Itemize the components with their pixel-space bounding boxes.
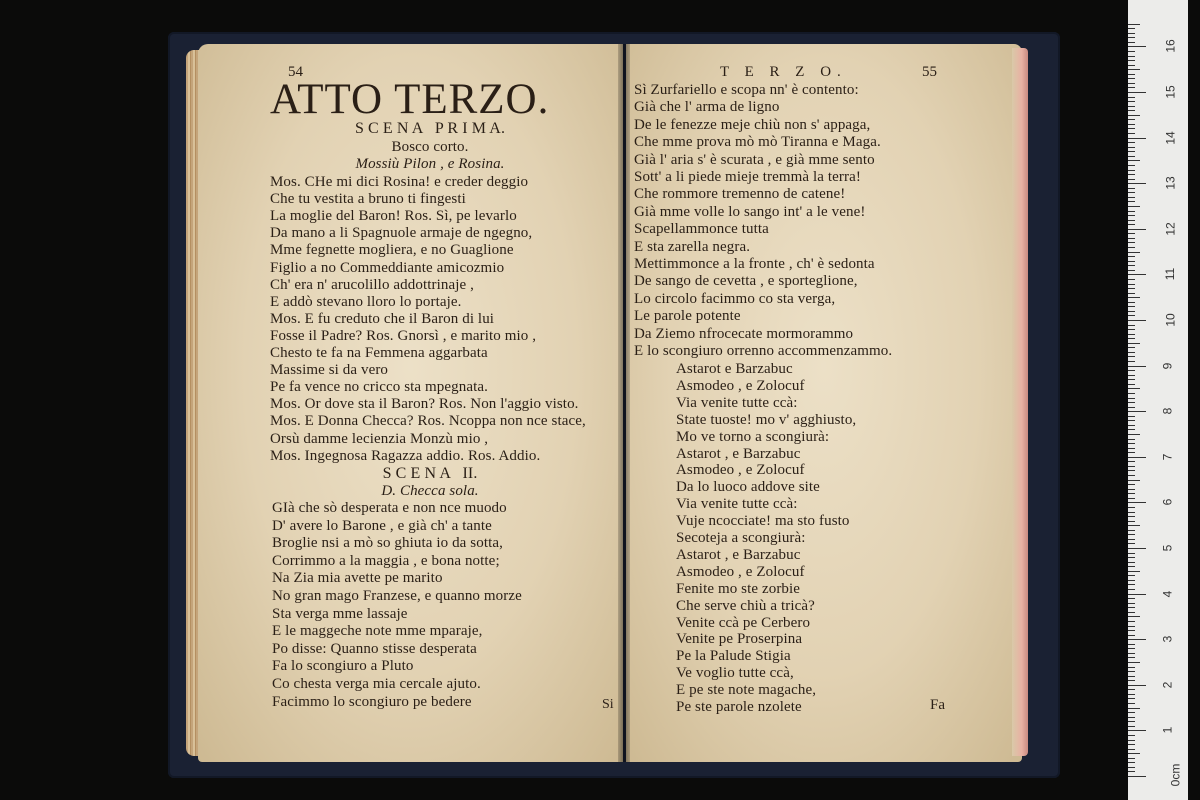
dialogue-line: Massime si da vero xyxy=(270,362,389,379)
ruler-tick xyxy=(1128,197,1135,198)
ruler-tick xyxy=(1128,147,1135,148)
ruler-tick xyxy=(1128,284,1135,285)
ruler-tick xyxy=(1128,644,1135,645)
ruler-tick xyxy=(1128,151,1135,152)
ruler-tick xyxy=(1128,562,1135,563)
ruler-tick xyxy=(1128,97,1135,98)
ruler-tick xyxy=(1128,616,1140,617)
ruler-tick xyxy=(1128,703,1135,704)
ruler-tick xyxy=(1128,315,1135,316)
ruler-tick xyxy=(1128,325,1135,326)
dialogue-line: Ch' era n' arucolillo addottrinaje , xyxy=(270,276,474,293)
incantation-line: Asmodeo , e Zolocuf xyxy=(676,563,805,580)
incantation-line: Secoteja a scongiurà: xyxy=(676,530,806,546)
ruler-tick xyxy=(1128,24,1140,25)
ruler-tick xyxy=(1128,201,1135,202)
ruler-number: 10 xyxy=(1163,313,1178,327)
dialogue-line: Pe fa vence no cricco sta mpegnata. xyxy=(270,379,488,396)
ruler-tick xyxy=(1128,534,1135,535)
ruler-tick xyxy=(1128,621,1135,622)
verse-line: Che mme prova mò mò Tiranna e Maga. xyxy=(634,134,881,151)
ruler-tick xyxy=(1128,498,1135,499)
dialogue-line: Mme fegnette mogliera, e no Guaglione xyxy=(270,242,514,259)
ruler-number: 2 xyxy=(1160,681,1175,689)
incantation-line: Da lo luoco addove site xyxy=(676,479,820,496)
dialogue-line: Na Zia mia avette pe marito xyxy=(272,570,443,587)
ruler-tick xyxy=(1128,740,1135,741)
ruler-tick xyxy=(1128,566,1135,567)
incantation-line: Pe ste parole nzolete xyxy=(676,699,802,715)
ruler-tick xyxy=(1128,356,1135,357)
ruler-number: 9 xyxy=(1160,362,1175,369)
ruler-tick xyxy=(1128,37,1135,38)
ruler-tick xyxy=(1128,320,1146,321)
ruler-tick xyxy=(1128,698,1135,699)
ruler-tick xyxy=(1128,51,1135,52)
verse-line: Che rommore tremenno de catene! xyxy=(634,186,846,203)
ruler-tick xyxy=(1128,138,1146,139)
verse-line: Da Ziemo nfrocecate mormorammo xyxy=(634,325,854,342)
incantation-line: Astarot e Barzabuc xyxy=(676,361,793,377)
ruler-tick xyxy=(1128,639,1146,640)
ruler-number: 12 xyxy=(1163,222,1178,236)
ruler-tick xyxy=(1128,630,1135,631)
ruler-number: 16 xyxy=(1163,39,1178,54)
ruler-tick xyxy=(1128,589,1135,590)
ruler-tick xyxy=(1128,229,1146,230)
ruler-tick xyxy=(1128,119,1135,120)
ruler-tick xyxy=(1128,42,1135,43)
ruler-tick xyxy=(1128,689,1135,690)
incantation-line: Asmodeo , e Zolocuf xyxy=(676,462,805,479)
incantation-line: Asmodeo , e Zolocuf xyxy=(676,377,805,394)
ruler-tick xyxy=(1128,507,1135,508)
ruler-tick xyxy=(1128,648,1135,649)
ruler-number: 13 xyxy=(1163,176,1178,190)
dialogue-line: Facimmo lo scongiuro pe bedere xyxy=(272,693,472,710)
ruler-tick xyxy=(1128,575,1135,576)
ruler-tick xyxy=(1128,635,1135,636)
ruler-tick xyxy=(1128,297,1140,298)
ruler-tick xyxy=(1128,110,1135,111)
verse-line: Già che l' arma de ligno xyxy=(634,99,780,116)
ruler-tick xyxy=(1128,238,1135,239)
ruler-tick xyxy=(1128,375,1135,376)
ruler-number: 1 xyxy=(1160,727,1175,734)
ruler-tick xyxy=(1128,398,1135,399)
ruler-tick xyxy=(1128,46,1146,47)
ruler-number: 11 xyxy=(1163,268,1178,281)
ruler-tick xyxy=(1128,407,1135,408)
ruler-tick xyxy=(1128,115,1140,116)
catchword-left: Si xyxy=(602,697,614,712)
ruler-tick xyxy=(1128,493,1135,494)
ruler-tick xyxy=(1128,379,1135,380)
ruler-number: 15 xyxy=(1163,85,1178,99)
ruler-tick xyxy=(1128,676,1135,677)
ruler-tick xyxy=(1128,87,1135,88)
ruler-tick xyxy=(1128,334,1135,335)
ruler-tick xyxy=(1128,142,1135,143)
ruler-tick xyxy=(1128,293,1135,294)
ruler-tick xyxy=(1128,306,1135,307)
page-number-left: 54 xyxy=(288,64,303,80)
verse-line: Già mme volle lo sango int' a le vene! xyxy=(634,203,866,220)
dialogue-line: Mos. Ingegnosa Ragazza addio. Ros. Addio. xyxy=(270,447,541,464)
ruler-unit: 0cm xyxy=(1168,763,1183,787)
ruler-tick xyxy=(1128,662,1140,663)
ruler-tick xyxy=(1128,133,1135,134)
ruler-tick xyxy=(1128,776,1146,777)
ruler-tick xyxy=(1128,443,1135,444)
measurement-ruler xyxy=(1128,0,1188,800)
ruler-tick xyxy=(1128,256,1135,257)
ruler-tick xyxy=(1128,626,1135,627)
ruler-tick xyxy=(1128,539,1135,540)
dialogue-line: Chesto te fa na Femmena aggarbata xyxy=(270,345,488,361)
ruler-tick xyxy=(1128,242,1135,243)
ruler-tick xyxy=(1128,261,1135,262)
ruler-tick xyxy=(1128,174,1135,175)
ruler-tick xyxy=(1128,771,1135,772)
ruler-tick xyxy=(1128,767,1135,768)
verse-line: Le parole potente xyxy=(634,308,741,325)
ruler-number: 7 xyxy=(1160,453,1175,461)
ruler-tick xyxy=(1128,270,1135,271)
dialogue-line: Orsù damme lecienzia Monzù mio , xyxy=(270,430,489,447)
ruler-tick xyxy=(1128,543,1135,544)
dialogue-line: Mos. E fu creduto che il Baron di lui xyxy=(270,310,495,327)
incantation-line: State tuoste! mo v' agghiusto, xyxy=(676,411,857,428)
ruler-tick xyxy=(1128,279,1135,280)
dialogue-line: Fosse il Padre? Ros. Gnorsì , e marito mio , xyxy=(270,327,537,344)
verse-line: Lo circolo facimmo co sta verga, xyxy=(634,290,836,307)
ruler-tick xyxy=(1128,215,1135,216)
ruler-tick xyxy=(1128,60,1135,61)
ruler-tick xyxy=(1128,548,1146,549)
dialogue-line: E addò stevano lloro lo portaje. xyxy=(270,293,462,310)
ruler-tick xyxy=(1128,370,1135,371)
ruler-tick xyxy=(1128,717,1135,718)
incantation-line: Ve voglio tutte ccà, xyxy=(676,665,794,682)
scene-setting: Bosco corto. xyxy=(391,139,469,155)
ruler-tick xyxy=(1128,434,1140,435)
verse-line: De le fenezze meje chiù non s' appaga, xyxy=(634,116,871,133)
ruler-tick xyxy=(1128,735,1135,736)
ruler-tick xyxy=(1128,56,1135,57)
act-title: ATTO TERZO. xyxy=(270,76,550,123)
incantation-line: Astarot , e Barzabuc xyxy=(676,546,801,563)
ruler-tick xyxy=(1128,224,1135,225)
ruler-tick xyxy=(1128,416,1135,417)
ruler-tick xyxy=(1128,393,1135,394)
ruler-tick xyxy=(1128,329,1135,330)
ruler-tick xyxy=(1128,749,1135,750)
ruler-tick xyxy=(1128,343,1140,344)
ruler-tick xyxy=(1128,607,1135,608)
ruler-tick xyxy=(1128,758,1135,759)
ruler-tick xyxy=(1128,452,1135,453)
ruler-tick xyxy=(1128,347,1135,348)
incantation-line: Vuje ncocciate! ma sto fusto xyxy=(676,513,850,530)
ruler-tick xyxy=(1128,74,1135,75)
dialogue-line: E le maggeche note mme mparaje, xyxy=(272,623,483,640)
ruler-tick xyxy=(1128,685,1146,686)
ruler-tick xyxy=(1128,680,1135,681)
page-number-right: 55 xyxy=(922,64,937,80)
ruler-tick xyxy=(1128,553,1135,554)
right-page-edge xyxy=(1012,48,1028,756)
ruler-tick xyxy=(1128,28,1135,29)
ruler-tick xyxy=(1128,429,1135,430)
ruler-number: 8 xyxy=(1160,407,1175,415)
ruler-tick xyxy=(1128,388,1140,389)
ruler-tick xyxy=(1128,721,1135,722)
ruler-tick xyxy=(1128,448,1135,449)
ruler-tick xyxy=(1128,489,1135,490)
verse-line: E lo scongiuro orrenno accommenzammo. xyxy=(634,343,893,359)
verse-line: Scapellammonce tutta xyxy=(634,221,769,238)
ruler-tick xyxy=(1128,274,1146,275)
ruler-tick xyxy=(1128,466,1135,467)
scene-heading-2: S C E N A II. xyxy=(382,465,478,482)
dialogue-line: Da mano a li Spagnuole armaje de ngegno, xyxy=(270,225,533,242)
ruler-tick xyxy=(1128,265,1135,266)
ruler-tick xyxy=(1128,65,1135,66)
ruler-tick xyxy=(1128,580,1135,581)
ruler-tick xyxy=(1128,530,1135,531)
scene-characters-2: D. Checca sola. xyxy=(381,483,479,499)
ruler-tick xyxy=(1128,512,1135,513)
incantation-line: Mo ve torno a scongiurà: xyxy=(676,428,830,445)
dialogue-line: No gran mago Franzese, e quanno morze xyxy=(272,588,522,604)
ruler-tick xyxy=(1128,521,1135,522)
ruler-tick xyxy=(1128,671,1135,672)
ruler-tick xyxy=(1128,124,1135,125)
dialogue-line: Mos. E Donna Checca? Ros. Ncoppa non nce stace, xyxy=(270,413,586,430)
dialogue-line: Sta verga mme lassaje xyxy=(272,605,408,622)
ruler-tick xyxy=(1128,712,1135,713)
ruler-tick xyxy=(1128,183,1146,184)
scene-heading: S C E N A P R I M A. xyxy=(354,120,506,137)
ruler-tick xyxy=(1128,101,1135,102)
ruler-tick xyxy=(1128,192,1135,193)
incantation-line: Via venite tutte ccà: xyxy=(676,496,798,513)
dialogue-line: Broglie nsi a mò so ghiuta io da sotta, xyxy=(272,535,503,552)
dialogue-line: Che tu vestita a bruno ti fingesti xyxy=(270,191,466,208)
verse-line: De sango de cevetta , e sporteglione, xyxy=(634,273,858,290)
ruler-tick xyxy=(1128,188,1135,189)
incantation-line: Pe la Palude Stigia xyxy=(676,648,791,665)
running-head: T E R Z O. xyxy=(720,64,847,80)
dialogue-line: Po disse: Quanno stisse desperata xyxy=(272,640,477,657)
ruler-tick xyxy=(1128,352,1135,353)
ruler-tick xyxy=(1128,106,1135,107)
ruler-tick xyxy=(1128,439,1135,440)
ruler-tick xyxy=(1128,461,1135,462)
ruler-tick xyxy=(1128,338,1135,339)
ruler-tick xyxy=(1128,762,1135,763)
ruler-tick xyxy=(1128,480,1140,481)
dialogue-line: GIà che sò desperata e non nce muodo xyxy=(272,500,507,516)
ruler-tick xyxy=(1128,516,1135,517)
ruler-tick xyxy=(1128,667,1135,668)
ruler-tick xyxy=(1128,92,1146,93)
ruler-tick xyxy=(1128,311,1135,312)
ruler-number: 6 xyxy=(1160,499,1175,506)
incantation-line: Che serve chiù a tricà? xyxy=(676,597,815,614)
ruler-tick xyxy=(1128,657,1135,658)
verse-line: Sott' a li piede mieje tremmà la terra! xyxy=(634,169,861,185)
ruler-tick xyxy=(1128,484,1135,485)
ruler-tick xyxy=(1128,156,1135,157)
ruler-tick xyxy=(1128,470,1135,471)
catchword-right: Fa xyxy=(930,697,945,713)
incantation-line: Astarot , e Barzabuc xyxy=(676,445,801,462)
ruler-tick xyxy=(1128,179,1135,180)
ruler-tick xyxy=(1128,603,1135,604)
verse-line: E sta zarella negra. xyxy=(634,238,751,255)
ruler-tick xyxy=(1128,744,1135,745)
ruler-tick xyxy=(1128,206,1140,207)
incantation-line: Fenite mo ste zorbie xyxy=(676,580,801,597)
ruler-tick xyxy=(1128,753,1140,754)
incantation-line: Venite ccà pe Cerbero xyxy=(676,614,811,631)
verse-line: Mettimmonce a la fronte , ch' è sedonta xyxy=(634,256,875,272)
ruler-number: 3 xyxy=(1160,635,1175,643)
ruler-tick xyxy=(1128,170,1135,171)
ruler-tick xyxy=(1128,160,1140,161)
ruler-tick xyxy=(1128,252,1140,253)
ruler-tick xyxy=(1128,653,1135,654)
ruler-number: 5 xyxy=(1160,544,1175,552)
ruler-tick xyxy=(1128,557,1135,558)
dialogue-line: D' avere lo Barone , e già ch' a tante xyxy=(272,517,492,534)
ruler-tick xyxy=(1128,708,1140,709)
ruler-tick xyxy=(1128,571,1140,572)
ruler-tick xyxy=(1128,83,1135,84)
ruler-tick xyxy=(1128,302,1135,303)
ruler-tick xyxy=(1128,78,1135,79)
ruler-tick xyxy=(1128,402,1135,403)
ruler-tick xyxy=(1128,726,1135,727)
dialogue-line: Fa lo scongiuro a Pluto xyxy=(272,658,414,675)
verse-line: Sì Zurfariello e scopa nn' è contento: xyxy=(634,82,859,98)
incantation-line: E pe ste note magache, xyxy=(676,682,817,699)
ruler-tick xyxy=(1128,694,1135,695)
incantation-line: Venite pe Proserpina xyxy=(676,631,803,648)
ruler-tick xyxy=(1128,411,1146,412)
ruler-tick xyxy=(1128,457,1146,458)
verse-line: Già l' aria s' è scurata , e già mme sento xyxy=(634,151,875,168)
ruler-tick xyxy=(1128,612,1135,613)
ruler-tick xyxy=(1128,525,1140,526)
ruler-tick xyxy=(1128,594,1146,595)
dialogue-line: Mos. Or dove sta il Baron? Ros. Non l'aggio visto. xyxy=(270,396,579,413)
ruler-tick xyxy=(1128,288,1135,289)
ruler-tick xyxy=(1128,33,1135,34)
ruler-tick xyxy=(1128,361,1135,362)
ruler-tick xyxy=(1128,420,1135,421)
scene-characters: Mossiù Pilon , e Rosina. xyxy=(355,156,505,172)
ruler-number: 4 xyxy=(1160,590,1175,597)
dialogue-line: Co chesta verga mia cercale ajuto. xyxy=(272,676,481,692)
dialogue-line: La moglie del Baron! Ros. Sì, pe levarlo xyxy=(270,208,517,225)
ruler-tick xyxy=(1128,598,1135,599)
ruler-tick xyxy=(1128,502,1146,503)
dialogue-line: Figlio a no Commeddiante amicozmio xyxy=(270,259,505,276)
ruler-tick xyxy=(1128,211,1135,212)
dialogue-line: Mos. CHe mi dici Rosina! e creder deggio xyxy=(270,174,529,190)
ruler-number: 14 xyxy=(1163,130,1178,145)
ruler-tick xyxy=(1128,165,1135,166)
book-gutter xyxy=(618,44,630,762)
ruler-tick xyxy=(1128,128,1135,129)
ruler-tick xyxy=(1128,366,1146,367)
dialogue-line: Corrimmo a la maggia , e bona notte; xyxy=(272,552,500,569)
ruler-tick xyxy=(1128,475,1135,476)
ruler-tick xyxy=(1128,247,1135,248)
ruler-tick xyxy=(1128,730,1146,731)
ruler-tick xyxy=(1128,584,1135,585)
ruler-tick xyxy=(1128,220,1135,221)
incantation-line: Via venite tutte ccà: xyxy=(676,394,798,411)
ruler-tick xyxy=(1128,425,1135,426)
ruler-tick xyxy=(1128,69,1140,70)
ruler-tick xyxy=(1128,384,1135,385)
ruler-tick xyxy=(1128,233,1135,234)
